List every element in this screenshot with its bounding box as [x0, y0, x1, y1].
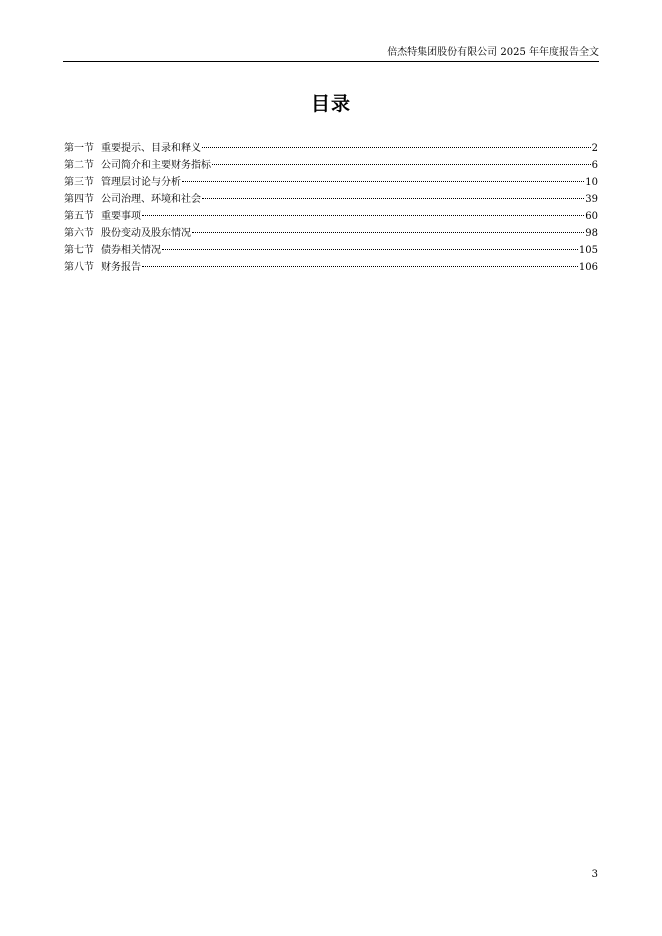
page-header: [63, 47, 599, 62]
dot-leader: [192, 232, 584, 233]
toc-section-number: 第三节: [64, 177, 94, 188]
dot-leader: [202, 147, 591, 148]
toc-list: [64, 140, 598, 276]
dot-leader: [202, 198, 584, 199]
toc-section-title: 重要提示、目录和释义: [101, 143, 201, 154]
toc-section-number: 第六节: [64, 228, 94, 239]
toc-section-title: 公司治理、环境和社会: [101, 194, 201, 205]
toc-page-number: 6: [591, 160, 598, 171]
toc-page-number: 105: [578, 245, 598, 256]
toc-entry-5[interactable]: [64, 208, 598, 225]
toc-page-number: 10: [585, 177, 598, 188]
toc-page-number: 60: [585, 211, 598, 222]
toc-page-number: 39: [585, 194, 598, 205]
running-title: 倍杰特集团股份有限公司 2025 年年度报告全文: [387, 47, 599, 58]
toc-page-number: 98: [585, 228, 598, 239]
toc-section-title: 重要事项: [101, 211, 141, 222]
page-number: 3: [591, 869, 598, 880]
toc-entry-4[interactable]: [64, 191, 598, 208]
toc-page-number: 2: [591, 143, 598, 154]
toc-section-title: 管理层讨论与分析: [101, 177, 181, 188]
toc-entry-6[interactable]: [64, 225, 598, 242]
toc-entry-1[interactable]: [64, 140, 598, 157]
toc-section-title: 财务报告: [101, 262, 141, 273]
toc-section-title: 股份变动及股东情况: [101, 228, 191, 239]
toc-entry-3[interactable]: [64, 174, 598, 191]
toc-entry-2[interactable]: [64, 157, 598, 174]
dot-leader: [142, 215, 584, 216]
toc-section-number: 第二节: [64, 160, 94, 171]
toc-section-title: 公司简介和主要财务指标: [101, 160, 211, 171]
dot-leader: [162, 249, 578, 250]
dot-leader: [182, 181, 584, 182]
toc-section-title: 债券相关情况: [101, 245, 161, 256]
toc-section-number: 第八节: [64, 262, 94, 273]
toc-section-number: 第一节: [64, 143, 94, 154]
dot-leader: [212, 164, 591, 165]
toc-section-number: 第五节: [64, 211, 94, 222]
toc-entry-8[interactable]: [64, 259, 598, 276]
toc-page-number: 106: [578, 262, 598, 273]
toc-title: 目录: [310, 93, 351, 115]
dot-leader: [142, 266, 578, 267]
toc-entry-7[interactable]: [64, 242, 598, 259]
toc-section-number: 第七节: [64, 245, 94, 256]
toc-section-number: 第四节: [64, 194, 94, 205]
